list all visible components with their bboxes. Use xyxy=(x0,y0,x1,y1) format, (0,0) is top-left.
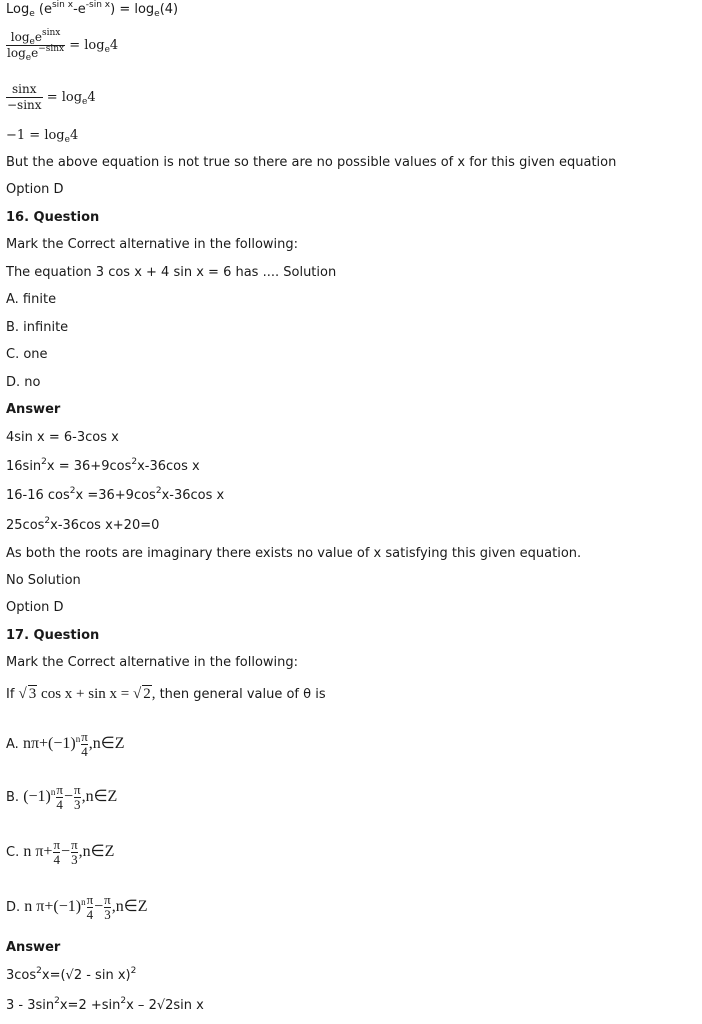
q17-title: 17. Question xyxy=(6,628,100,643)
log-fraction: $\frac{\log_ee^{sinx}}{\log_ee^{-sinx}}$ xyxy=(7,28,65,63)
q17-step-2: $3 - 3\sin^2x=2 +\sin^2x - 2√2\sin$ x xyxy=(6,996,204,1013)
q16-option: Option D xyxy=(6,600,64,615)
q16-step-3: 16-16 $\cos^2x =36+9\cos^2x-36\cos$ x xyxy=(6,486,225,503)
q16-option-b: B. infinite xyxy=(6,320,69,335)
equation-log-line: Log$_e$ $(e^{sin x}-e^{-sin x}) = \log_e(4)$ xyxy=(6,0,179,19)
q16-no-solution: No Solution xyxy=(6,573,81,588)
equation-sinx-fraction: $\frac{\sin x}{-\sin x}$ = $\log_e4$ xyxy=(7,82,96,112)
equation-log-fraction: $\frac{\log_ee^{sinx}}{\log_ee^{-sinx}}$ = $\log_e4$ xyxy=(7,28,119,63)
q17-option-a: A. $n\pi+(-1)^n$ $\frac{\pi}{4}$ ,n∈Z xyxy=(6,729,125,759)
q16-option-c: C. one xyxy=(6,347,48,362)
q17-instruction: Mark the Correct alternative in the following: xyxy=(6,655,299,670)
q16-option-a: A. finite xyxy=(6,292,57,307)
q16-title: 16. Question xyxy=(6,210,100,225)
q17-step-1: $3\cos^2x=(√2 - \sin x)^2$ xyxy=(6,966,137,983)
q16-statement: The equation 3 cos x + 4 sin x = 6 has .... Solution xyxy=(6,265,337,280)
q17-option-b: B. $(-1)^n$ $\frac{\pi}{4}$ − $\frac{\pi}{3}$ ,n∈Z xyxy=(6,782,118,812)
q15-option: Option D xyxy=(6,182,64,197)
q16-option-d: D. no xyxy=(6,375,41,390)
q17-option-c: C. n π+ $\frac{\pi}{4}$ − $\frac{\pi}{3}$ ,n∈Z xyxy=(6,837,115,867)
q17-statement: If √ 3 cos x + sin x = √ 2, then general value of θ is xyxy=(6,686,326,702)
q16-step-2: $16\sin^2x = 36+9\cos^2x-36\cos$ x xyxy=(6,457,200,474)
q16-step-5: As both the roots are imaginary there exists no value of x satisfying this given equation. xyxy=(6,546,582,561)
q16-step-1: 4sin x = 6-3cos x xyxy=(6,430,119,445)
sinx-fraction: $\frac{\sin x}{-\sin x}$ xyxy=(7,82,42,112)
q17-option-d: D. n $\pi+(-1)^n$ $\frac{\pi}{4}$ − $\frac{\pi}{3}$ ,n∈Z xyxy=(6,892,148,922)
q16-answer-label: Answer xyxy=(6,402,61,417)
q17-answer-label: Answer xyxy=(6,940,61,955)
equation-minus-one: $-1 = \log_e4$ xyxy=(6,128,79,145)
q15-conclusion: But the above equation is not true so there are no possible values of x for this given equation xyxy=(6,155,617,170)
q16-instruction: Mark the Correct alternative in the following: xyxy=(6,237,299,252)
q16-step-4: $25\cos^2x-36\cos$ x+20=0 xyxy=(6,516,160,533)
